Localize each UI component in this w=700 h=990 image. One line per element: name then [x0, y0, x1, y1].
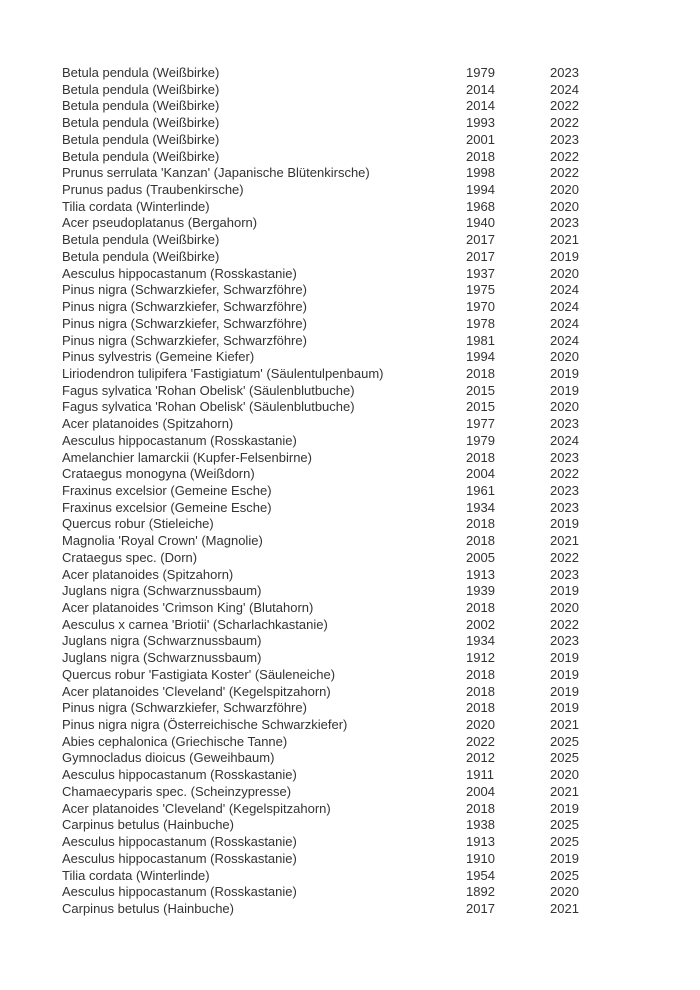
year-second: 2023: [550, 633, 579, 649]
species-name: Fagus sylvatica 'Rohan Obelisk' (Säulenblutbuche): [62, 382, 355, 398]
species-name: Acer platanoides 'Crimson King' (Blutahorn): [62, 600, 314, 615]
year-second: 2024: [550, 332, 579, 348]
year-first: 1937: [466, 265, 495, 281]
species-name: Betula pendula (Weißbirke): [62, 148, 220, 164]
year-first: 2015: [466, 382, 495, 398]
year-first: 2018: [466, 700, 495, 716]
year-second: 2019: [550, 800, 579, 816]
year-first: 2015: [466, 399, 495, 415]
species-name: Acer platanoides 'Cleveland' (Kegelspitzahorn): [62, 683, 331, 699]
table-row: [62, 399, 662, 416]
species-name: Betula pendula (Weißbirke): [62, 81, 220, 97]
year-second: 2024: [550, 299, 579, 315]
year-second: 2020: [550, 767, 579, 783]
table-row: [62, 717, 662, 734]
table-row: [62, 817, 662, 834]
year-first: 2014: [466, 81, 495, 97]
year-first: 1912: [466, 650, 495, 666]
table-row: [62, 734, 662, 751]
table-row: [62, 583, 662, 600]
year-first: 1934: [466, 499, 495, 515]
year-second: 2023: [550, 215, 579, 231]
table-row: [62, 165, 662, 182]
table-row: [62, 232, 662, 249]
table-row: [62, 801, 662, 818]
year-second: 2025: [550, 733, 579, 749]
species-name: Juglans nigra (Schwarznussbaum): [62, 650, 262, 666]
species-name: Prunus padus (Traubenkirsche): [62, 182, 244, 198]
species-name: Quercus robur 'Fastigiata Koster' (Säuleneiche): [62, 666, 336, 682]
species-name: Fagus sylvatica 'Rohan Obelisk' (Säulenblutbuche): [62, 399, 355, 415]
species-name: Pinus nigra (Schwarzkiefer, Schwarzföhre): [62, 282, 307, 298]
year-second: 2022: [550, 148, 579, 164]
species-name: Betula pendula (Weißbirke): [62, 98, 220, 114]
year-first: 1994: [466, 182, 495, 198]
species-name: Aesculus hippocastanum (Rosskastanie): [62, 850, 297, 866]
species-name: Betula pendula (Weißbirke): [62, 232, 220, 248]
year-first: 2002: [466, 616, 495, 632]
year-first: 2018: [466, 449, 495, 465]
table-row: [62, 667, 662, 684]
year-first: 1994: [466, 349, 495, 365]
year-first: 2018: [466, 683, 495, 699]
year-second: 2024: [550, 282, 579, 298]
table-row: [62, 282, 662, 299]
table-row: [62, 199, 662, 216]
table-row: [62, 851, 662, 868]
table-row: [62, 483, 662, 500]
year-second: 2023: [550, 449, 579, 465]
table-row: [62, 65, 662, 82]
year-second: 2023: [550, 566, 579, 582]
year-first: 1979: [466, 65, 495, 80]
year-first: 1961: [466, 482, 495, 498]
year-first: 1910: [466, 850, 495, 866]
species-name: Carpinus betulus (Hainbuche): [62, 900, 234, 916]
year-first: 2022: [466, 733, 495, 749]
year-second: 2025: [550, 834, 579, 850]
year-second: 2022: [550, 98, 579, 114]
table-row: [62, 182, 662, 199]
species-name: Aesculus x carnea 'Briotii' (Scharlachkastanie): [62, 616, 328, 632]
year-first: 2018: [466, 365, 495, 381]
year-second: 2020: [550, 349, 579, 365]
species-name: Aesculus hippocastanum (Rosskastanie): [62, 265, 297, 281]
year-first: 2004: [466, 466, 495, 482]
table-row: [62, 533, 662, 550]
table-row: [62, 115, 662, 132]
year-second: 2019: [550, 683, 579, 699]
species-name: Betula pendula (Weißbirke): [62, 115, 220, 131]
year-second: 2023: [550, 416, 579, 432]
year-first: 2017: [466, 232, 495, 248]
year-second: 2024: [550, 432, 579, 448]
year-first: 2017: [466, 248, 495, 264]
species-name: Carpinus betulus (Hainbuche): [62, 817, 234, 833]
year-first: 2018: [466, 533, 495, 549]
year-second: 2023: [550, 131, 579, 147]
year-first: 2018: [466, 148, 495, 164]
year-second: 2022: [550, 115, 579, 131]
species-name: Abies cephalonica (Griechische Tanne): [62, 733, 288, 749]
species-name: Betula pendula (Weißbirke): [62, 65, 220, 80]
year-second: 2025: [550, 867, 579, 883]
year-second: 2019: [550, 516, 579, 532]
species-name: Juglans nigra (Schwarznussbaum): [62, 583, 262, 599]
year-second: 2020: [550, 198, 579, 214]
table-row: [62, 901, 662, 918]
table-row: [62, 500, 662, 517]
table-row: [62, 82, 662, 99]
table-row: [62, 366, 662, 383]
table-row: [62, 299, 662, 316]
year-first: 2001: [466, 131, 495, 147]
species-name: Tilia cordata (Winterlinde): [62, 198, 210, 214]
species-name: Juglans nigra (Schwarznussbaum): [62, 633, 262, 649]
year-first: 2017: [466, 900, 495, 916]
species-name: Acer platanoides (Spitzahorn): [62, 416, 234, 432]
year-first: 2012: [466, 750, 495, 766]
table-row: [62, 700, 662, 717]
year-first: 1979: [466, 432, 495, 448]
table-row: [62, 266, 662, 283]
year-first: 1954: [466, 867, 495, 883]
table-row: [62, 433, 662, 450]
table-row: [62, 600, 662, 617]
year-second: 2021: [550, 783, 579, 799]
year-second: 2021: [550, 900, 579, 916]
year-second: 2020: [550, 182, 579, 198]
year-second: 2021: [550, 232, 579, 248]
year-first: 1934: [466, 633, 495, 649]
year-second: 2019: [550, 365, 579, 381]
table-row: [62, 316, 662, 333]
species-name: Aesculus hippocastanum (Rosskastanie): [62, 432, 297, 448]
year-first: 2018: [466, 600, 495, 615]
year-second: 2019: [550, 850, 579, 866]
species-name: Pinus nigra nigra (Österreichische Schwarzkiefer): [62, 717, 348, 733]
year-first: 2018: [466, 516, 495, 532]
tree-species-table: [62, 65, 662, 918]
year-first: 1993: [466, 115, 495, 131]
species-name: Aesculus hippocastanum (Rosskastanie): [62, 834, 297, 850]
year-first: 2018: [466, 666, 495, 682]
table-row: [62, 98, 662, 115]
year-first: 1892: [466, 884, 495, 900]
table-row: [62, 784, 662, 801]
year-first: 1940: [466, 215, 495, 231]
table-row: [62, 617, 662, 634]
year-first: 1968: [466, 198, 495, 214]
year-first: 1978: [466, 315, 495, 331]
year-second: 2022: [550, 616, 579, 632]
species-name: Fraxinus excelsior (Gemeine Esche): [62, 499, 272, 515]
year-second: 2021: [550, 717, 579, 733]
species-name: Aesculus hippocastanum (Rosskastanie): [62, 884, 297, 900]
species-name: Betula pendula (Weißbirke): [62, 131, 220, 147]
table-row: [62, 215, 662, 232]
year-first: 1938: [466, 817, 495, 833]
year-second: 2025: [550, 750, 579, 766]
species-name: Crataegus monogyna (Weißdorn): [62, 466, 255, 482]
year-second: 2022: [550, 466, 579, 482]
year-first: 2004: [466, 783, 495, 799]
species-name: Acer pseudoplatanus (Bergahorn): [62, 215, 258, 231]
year-first: 1913: [466, 566, 495, 582]
table-row: [62, 349, 662, 366]
table-row: [62, 516, 662, 533]
table-row: [62, 249, 662, 266]
table-row: [62, 633, 662, 650]
year-second: 2023: [550, 65, 579, 80]
table-row: [62, 466, 662, 483]
year-second: 2019: [550, 248, 579, 264]
species-name: Pinus sylvestris (Gemeine Kiefer): [62, 349, 255, 365]
year-second: 2019: [550, 382, 579, 398]
species-name: Betula pendula (Weißbirke): [62, 248, 220, 264]
species-name: Prunus serrulata 'Kanzan' (Japanische Blütenkirsche): [62, 165, 370, 181]
year-first: 2018: [466, 800, 495, 816]
table-row: [62, 834, 662, 851]
table-row: [62, 450, 662, 467]
year-first: 1911: [466, 767, 494, 783]
year-second: 2023: [550, 482, 579, 498]
year-second: 2022: [550, 165, 579, 181]
species-name: Amelanchier lamarckii (Kupfer-Felsenbirne): [62, 449, 312, 465]
year-first: 2020: [466, 717, 495, 733]
year-first: 1975: [466, 282, 495, 298]
species-name: Magnolia 'Royal Crown' (Magnolie): [62, 533, 263, 549]
year-second: 2023: [550, 499, 579, 515]
table-row: [62, 383, 662, 400]
species-name: Chamaecyparis spec. (Scheinzypresse): [62, 783, 292, 799]
table-row: [62, 750, 662, 767]
species-name: Fraxinus excelsior (Gemeine Esche): [62, 482, 272, 498]
table-row: [62, 884, 662, 901]
species-name: Pinus nigra (Schwarzkiefer, Schwarzföhre): [62, 332, 307, 348]
species-name: Pinus nigra (Schwarzkiefer, Schwarzföhre): [62, 315, 307, 331]
year-second: 2024: [550, 81, 579, 97]
year-second: 2025: [550, 817, 579, 833]
species-name: Tilia cordata (Winterlinde): [62, 867, 210, 883]
table-row: [62, 333, 662, 350]
year-second: 2024: [550, 315, 579, 331]
year-second: 2020: [550, 600, 579, 615]
year-first: 1981: [466, 332, 495, 348]
year-second: 2019: [550, 700, 579, 716]
table-row: [62, 650, 662, 667]
table-row: [62, 684, 662, 701]
species-name: Gymnocladus dioicus (Geweihbaum): [62, 750, 275, 766]
species-name: Acer platanoides 'Cleveland' (Kegelspitzahorn): [62, 800, 331, 816]
species-name: Aesculus hippocastanum (Rosskastanie): [62, 767, 297, 783]
year-first: 1977: [466, 416, 495, 432]
table-row: [62, 550, 662, 567]
year-second: 2019: [550, 650, 579, 666]
species-name: Pinus nigra (Schwarzkiefer, Schwarzföhre): [62, 299, 307, 315]
table-row: [62, 767, 662, 784]
year-second: 2022: [550, 549, 579, 565]
table-row: [62, 132, 662, 149]
year-second: 2020: [550, 265, 579, 281]
species-name: Crataegus spec. (Dorn): [62, 549, 198, 565]
table-row: [62, 567, 662, 584]
table-row: [62, 416, 662, 433]
species-name: Pinus nigra (Schwarzkiefer, Schwarzföhre): [62, 700, 307, 716]
species-name: Liriodendron tulipifera 'Fastigiatum' (Säulentulpenbaum): [62, 365, 384, 381]
year-first: 1970: [466, 299, 495, 315]
table-row: [62, 149, 662, 166]
species-name: Acer platanoides (Spitzahorn): [62, 566, 234, 582]
year-first: 1939: [466, 583, 495, 599]
year-first: 2005: [466, 549, 495, 565]
year-second: 2019: [550, 583, 579, 599]
year-second: 2021: [550, 533, 579, 549]
year-first: 2014: [466, 98, 495, 114]
year-first: 1998: [466, 165, 495, 181]
year-second: 2020: [550, 399, 579, 415]
year-second: 2020: [550, 884, 579, 900]
species-name: Quercus robur (Stieleiche): [62, 516, 214, 532]
year-second: 2019: [550, 666, 579, 682]
year-first: 1913: [466, 834, 495, 850]
table-row: [62, 868, 662, 885]
